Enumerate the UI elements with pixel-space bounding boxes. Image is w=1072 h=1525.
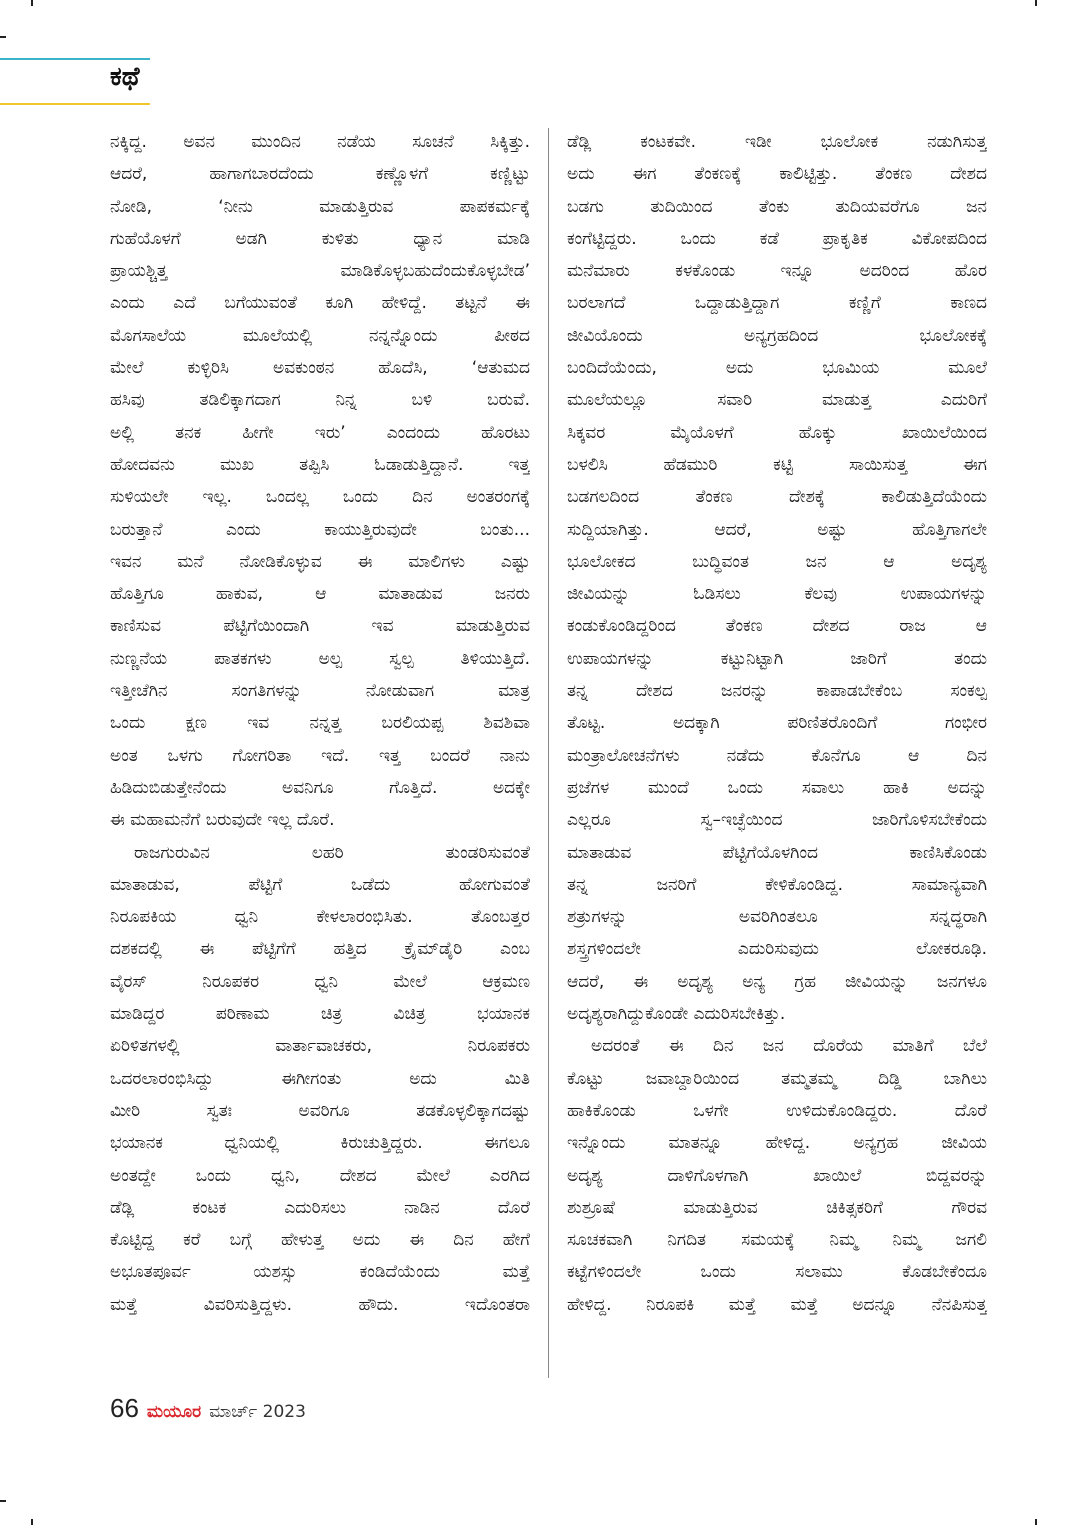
text-line: ಹೇಳಿದ್ದ. ನಿರೂಪಕಿ ಮತ್ತೆ ಮತ್ತೆ ಅದನ್ನೂ ನೆನಪಿಸುತ್ತ: [567, 1294, 987, 1315]
text-line: ಹಾಕಿಕೊಂಡು ಒಳಗೇ ಉಳಿದುಕೊಂಡಿದ್ದರು. ದೊರೆ: [567, 1100, 987, 1121]
text-line: ನಿರೂಪಕಿಯ ಧ್ವನಿ ಕೇಳಲಾರಂಭಿಸಿತು. ತೊಂಬತ್ತರ: [110, 907, 530, 928]
text-line: ಅಂತ ಒಳಗು ಗೋಗರಿತಾ ಇದೆ. ಇತ್ತ ಬಂದರೆ ನಾನು: [110, 745, 530, 766]
text-line: ಸುದ್ದಿಯಾಗಿತ್ತು. ಆದರೆ, ಅಷ್ಟು ಹೊತ್ತಿಗಾಗಲೇ: [567, 519, 987, 540]
text-line: ಅಭೂತಪೂರ್ವ ಯಶಸ್ಸು ಕಂಡಿದೆಯೆಂದು ಮತ್ತೆ: [110, 1262, 530, 1283]
text-line: ಅದು ಈಗ ತೆಂಕಣಕ್ಕೆ ಕಾಲಿಟ್ಟಿತ್ತು. ತೆಂಕಣ ದೇಶದ: [567, 164, 987, 185]
text-line: ಉಪಾಯಗಳನ್ನು ಕಟ್ಟುನಿಟ್ಟಾಗಿ ಜಾರಿಗೆ ತಂದು: [567, 648, 987, 669]
section-title: ಕಥೆ: [110, 62, 140, 92]
text-line: ಆದರೆ, ಈ ಅದೃಶ್ಯ ಅನ್ಯ ಗ್ರಹ ಜೀವಿಯನ್ನು ಜನಗಳೂ: [567, 971, 987, 992]
text-line: ಪ್ರಾಯಶ್ಚಿತ್ತ ಮಾಡಿಕೊಳ್ಳಬಹುದೆಂದುಕೊಳ್ಳಬೇಡ’: [110, 261, 530, 282]
text-line: ಒದರಲಾರಂಭಿಸಿದ್ದು ಈಗೀಗಂತು ಅದು ಮಿತಿ: [110, 1068, 530, 1089]
text-line: ಮಾತಾಡುವ, ಪೆಟ್ಟಿಗೆ ಒಡೆದು ಹೋಗುವಂತೆ: [110, 874, 530, 895]
text-line: ಮಾಡಿದ್ದರ ಪರಿಣಾಮ ಚಿತ್ರ ವಿಚಿತ್ರ ಭಯಾನಕ: [110, 1004, 530, 1025]
text-line: ದಶಕದಲ್ಲಿ ಈ ಪೆಟ್ಟಿಗೆಗೆ ಹತ್ತಿದ ಕ್ರೈಮ್‌ಡೈರಿ ಎಂಬ: [110, 939, 530, 960]
text-line: ಎಲ್ಲರೂ ಸ್ವ–ಇಚ್ಛೆಯಿಂದ ಜಾರಿಗೊಳಿಸಬೇಕೆಂದು: [567, 810, 987, 831]
text-line: ಬಳಲಿಸಿ ಹೆಡಮುರಿ ಕಟ್ಟಿ ಸಾಯಿಸುತ್ತ ಈಗ: [567, 454, 987, 475]
crop-mark: [1035, 1519, 1037, 1525]
text-line: ಶುಶ್ರೂಷೆ ಮಾಡುತ್ತಿರುವ ಚಿಕಿತ್ಸಕರಿಗೆ ಗೌರವ: [567, 1197, 987, 1218]
text-line: ಒಂದು ಕ್ಷಣ ಇವ ನನ್ನತ್ತ ಬರಲಿಯಪ್ಪ ಶಿವಶಿವಾ: [110, 713, 530, 734]
text-line: ಆದರೆ, ಹಾಗಾಗಬಾರದೆಂದು ಕಣ್ಣೊಳಗೆ ಕಣ್ಣಿಟ್ಟು: [110, 164, 530, 185]
page-number: 66: [110, 1393, 139, 1423]
text-line: ಕಾಣಿಸುವ ಪೆಟ್ಟಿಗೆಯಿಂದಾಗಿ ಇವ ಮಾಡುತ್ತಿರುವ: [110, 616, 530, 637]
text-line: ಬರಲಾಗದೆ ಒದ್ದಾಡುತ್ತಿದ್ದಾಗ ಕಣ್ಣಿಗೆ ಕಾಣದ: [567, 293, 987, 314]
text-line: ಪ್ರಜೆಗಳ ಮುಂದೆ ಒಂದು ಸವಾಲು ಹಾಕಿ ಅದನ್ನು: [567, 777, 987, 798]
page-footer: [110, 1393, 306, 1424]
text-line: ಸೂಚಕವಾಗಿ ನಿಗದಿತ ಸಮಯಕ್ಕೆ ನಿಮ್ಮ ನಿಮ್ಮ ಜಗಲಿ: [567, 1230, 987, 1251]
text-line: ಹೊತ್ತಿಗೂ ಹಾಕುವ, ಆ ಮಾತಾಡುವ ಜನರು: [110, 584, 530, 605]
header-rule-blue: [0, 58, 150, 60]
text-line: ಮಾತಾಡುವ ಪೆಟ್ಟಿಗೆಯೊಳಗಿಂದ ಕಾಣಿಸಿಕೊಂಡು: [567, 842, 987, 863]
text-line: ಬಡಗಲದಿಂದ ತೆಂಕಣ ದೇಶಕ್ಕೆ ಕಾಲಿಡುತ್ತಿದೆಯೆಂದು: [567, 487, 987, 508]
text-line: ತನ್ನ ಜನರಿಗೆ ಕೇಳಿಕೊಂಡಿದ್ದ. ಸಾಮಾನ್ಯವಾಗಿ: [567, 874, 987, 895]
text-line: ಕೊಟ್ಟು ಜವಾಬ್ದಾರಿಯಿಂದ ತಮ್ಮತಮ್ಮ ದಿಡ್ಡಿ ಬಾಗಿಲು: [567, 1068, 987, 1089]
text-line: ಕೊಟ್ಟಿದ್ದ ಕರೆ ಬಗ್ಗೆ ಹೇಳುತ್ತ ಅದು ಈ ದಿನ ಹೇಗೆ: [110, 1230, 530, 1251]
text-line: ಸುಳಿಯಲೇ ಇಲ್ಲ. ಒಂದಲ್ಲ ಒಂದು ದಿನ ಅಂತರಂಗಕ್ಕೆ: [110, 487, 530, 508]
text-line: ಭಯಾನಕ ಧ್ವನಿಯಲ್ಲಿ ಕಿರುಚುತ್ತಿದ್ದರು. ಈಗಲೂ: [110, 1133, 530, 1154]
text-line: ತೊಟ್ಟ. ಅದಕ್ಕಾಗಿ ಪರಿಣಿತರೊಂದಿಗೆ ಗಂಭೀರ: [567, 713, 987, 734]
text-line: ಅದೃಶ್ಯರಾಗಿದ್ದುಕೊಂಡೇ ಎದುರಿಸಬೇಕಿತ್ತು.: [567, 1004, 786, 1025]
text-line: ಹಿಡಿದುಬಿಡುತ್ತೇನೆಂದು ಅವನಿಗೂ ಗೊತ್ತಿದೆ. ಅದಕ್ಕೇ: [110, 777, 530, 798]
text-line: ಬಡಗು ತುದಿಯಿಂದ ತೆಂಕು ತುದಿಯವರೆಗೂ ಜನ: [567, 196, 987, 217]
crop-mark: [1035, 0, 1037, 6]
text-line: ಕಂಗೆಟ್ಟಿದ್ದರು. ಒಂದು ಕಡೆ ಪ್ರಾಕೃತಿಕ ವಿಕೋಪದಿಂದ: [567, 228, 987, 249]
text-line: ಕಂಡುಕೊಂಡಿದ್ದರಿಂದ ತೆಂಕಣ ದೇಶದ ರಾಜ ಆ: [567, 616, 987, 637]
text-line: ಎಂದು ಎದೆ ಬಗೆಯುವಂತೆ ಕೂಗಿ ಹೇಳಿದ್ದೆ. ತಟ್ಟನೆ ಈ: [110, 293, 530, 314]
text-line: ಗುಹೆಯೊಳಗೆ ಅಡಗಿ ಕುಳಿತು ಧ್ಯಾನ ಮಾಡಿ: [110, 228, 530, 249]
text-line: ಜೀವಿಯನ್ನು ಓಡಿಸಲು ಕೆಲವು ಉಪಾಯಗಳನ್ನು: [567, 584, 987, 605]
text-line: ಜೀವಿಯೊಂದು ಅನ್ಯಗ್ರಹದಿಂದ ಭೂಲೋಕಕ್ಕೆ: [567, 325, 987, 346]
magazine-logo: ಮಯೂರ: [146, 1402, 202, 1422]
text-line: ಮೊಗಸಾಲೆಯ ಮೂಲೆಯಲ್ಲಿ ನನ್ನನ್ನೊಂದು ಪೀಠದ: [110, 325, 530, 346]
text-line: ಅಲ್ಲಿ ತನಕ ಹೀಗೇ ಇರು’ ಎಂದಂದು ಹೊರಟು: [110, 422, 530, 443]
text-line: ಬಂದಿದೆಯೆಂದು, ಅದು ಭೂಮಿಯ ಮೂಲೆ: [567, 358, 987, 379]
header-rule-yellow: [0, 103, 150, 105]
text-line: ಬರುತ್ತಾನೆ ಎಂದು ಕಾಯುತ್ತಿರುವುದೇ ಬಂತು...: [110, 519, 530, 540]
text-line: ಶಸ್ತ್ರಗಳಿಂದಲೇ ಎದುರಿಸುವುದು ಲೋಕರೂಢಿ.: [567, 939, 987, 960]
text-line: ಅಂತದ್ದೇ ಒಂದು ಧ್ವನಿ, ದೇಶದ ಮೇಲೆ ಎರಗಿದ: [110, 1165, 530, 1186]
text-line: ಡೆಡ್ಲಿ ಕಂಟಕ ಎದುರಿಸಲು ನಾಡಿನ ದೊರೆ: [110, 1197, 530, 1218]
text-line: ಕಟ್ಟೆಗಳಿಂದಲೇ ಒಂದು ಸಲಾಮು ಕೊಡಬೇಕೆಂದೂ: [567, 1262, 987, 1283]
text-line: ರಾಜಗುರುವಿನ ಲಹರಿ ತುಂಡರಿಸುವಂತೆ: [134, 842, 530, 863]
text-line: ನಕ್ಕಿದ್ದ. ಅವನ ಮುಂದಿನ ನಡೆಯ ಸೂಚನೆ ಸಿಕ್ಕಿತ್ತು.: [110, 132, 530, 152]
crop-mark: [0, 36, 6, 38]
text-line: ಶತ್ರುಗಳನ್ನು ಅವರಿಗಿಂತಲೂ ಸನ್ನದ್ಧರಾಗಿ: [567, 907, 987, 928]
left-column: [110, 126, 530, 1321]
text-line: ಮಂತ್ರಾಲೋಚನೆಗಳು ನಡೆದು ಕೊನೆಗೂ ಆ ದಿನ: [567, 745, 987, 766]
text-line: ಮತ್ತೆ ವಿವರಿಸುತ್ತಿದ್ದಳು. ಹೌದು. ಇದೊಂತರಾ: [110, 1294, 530, 1315]
text-line: ಹಸಿವು ತಡಿಲಿಕ್ಕಾಗದಾಗ ನಿನ್ನ ಬಳಿ ಬರುವೆ.: [110, 390, 530, 411]
crop-mark: [31, 0, 33, 6]
text-line: ಅದರಂತೆ ಈ ದಿನ ಜನ ದೊರೆಯ ಮಾತಿಗೆ ಬೆಲೆ: [591, 1036, 987, 1057]
text-line: ಸಿಕ್ಕವರ ಮೈಯೊಳಗೆ ಹೊಕ್ಕು ಖಾಯಿಲೆಯಿಂದ: [567, 422, 987, 443]
text-line: ಈ ಮಹಾಮನೆಗೆ ಬರುವುದೇ ಇಲ್ಲ ದೊರೆ.: [110, 810, 335, 831]
text-line: ಏರಿಳಿತಗಳಲ್ಲಿ ವಾರ್ತಾವಾಚಕರು, ನಿರೂಪಕರು: [110, 1036, 530, 1057]
text-line: ಭೂಲೋಕದ ಬುದ್ಧಿವಂತ ಜನ ಆ ಅದೃಶ್ಯ: [567, 551, 987, 572]
text-line: ಡೆಡ್ಲಿ ಕಂಟಕವೇ. ಇಡೀ ಭೂಲೋಕ ನಡುಗಿಸುತ್ತ: [567, 132, 987, 152]
text-line: ಮೇಲೆ ಕುಳ್ಳಿರಿಸಿ ಅವಕುಂಠನ ಹೊದೆಸಿ, ‘ಆತುಮದ: [110, 358, 530, 379]
text-line: ಮನೆಮಾರು ಕಳಕೊಂಡು ಇನ್ನೂ ಅದರಿಂದ ಹೊರ: [567, 261, 987, 282]
text-line: ಅದೃಶ್ಯ ದಾಳಿಗೊಳಗಾಗಿ ಖಾಯಿಲೆ ಬಿದ್ದವರನ್ನು: [567, 1165, 987, 1186]
right-column: [567, 126, 987, 1321]
text-line: ನುಣ್ಣನೆಯ ಪಾತಕಗಳು ಅಲ್ಪ ಸ್ವಲ್ಪ ತಿಳಿಯುತ್ತಿದೆ.: [110, 648, 530, 669]
text-line: ಇವನ ಮನೆ ನೋಡಿಕೊಳ್ಳುವ ಈ ಮಾಲಿಗಳು ಎಷ್ಟು: [110, 551, 530, 572]
text-line: ನೋಡಿ, ‘ನೀನು ಮಾಡುತ್ತಿರುವ ಪಾಪಕರ್ಮಕ್ಕೆ: [110, 196, 530, 217]
text-line: ಇತ್ತೀಚೆಗಿನ ಸಂಗತಿಗಳನ್ನು ನೋಡುವಾಗ ಮಾತ್ರ: [110, 681, 530, 702]
text-line: ಮೀರಿ ಸ್ವತಃ ಅವರಿಗೂ ತಡಕೊಳ್ಳಲಿಕ್ಕಾಗದಷ್ಟು: [110, 1100, 530, 1121]
text-line: ಇನ್ನೊಂದು ಮಾತನ್ನೂ ಹೇಳಿದ್ದ. ಅನ್ಯಗ್ರಹ ಜೀವಿಯ: [567, 1133, 987, 1154]
crop-mark: [0, 1500, 6, 1502]
text-line: ವೈರಸ್ ನಿರೂಪಕರ ಧ್ವನಿ ಮೇಲೆ ಆಕ್ರಮಣ: [110, 971, 530, 992]
text-line: ತನ್ನ ದೇಶದ ಜನರನ್ನು ಕಾಪಾಡಬೇಕೆಂಬ ಸಂಕಲ್ಪ: [567, 681, 987, 702]
column-divider: [548, 128, 549, 1378]
issue-date: ಮಾರ್ಚ್ 2023: [209, 1402, 306, 1422]
text-line: ಮೂಲೆಯಲ್ಲೂ ಸವಾರಿ ಮಾಡುತ್ತ ಎದುರಿಗೆ: [567, 390, 987, 411]
text-line: ಹೋದವನು ಮುಖ ತಪ್ಪಿಸಿ ಓಡಾಡುತ್ತಿದ್ದಾನೆ. ಇತ್ತ: [110, 454, 530, 475]
crop-mark: [31, 1519, 33, 1525]
